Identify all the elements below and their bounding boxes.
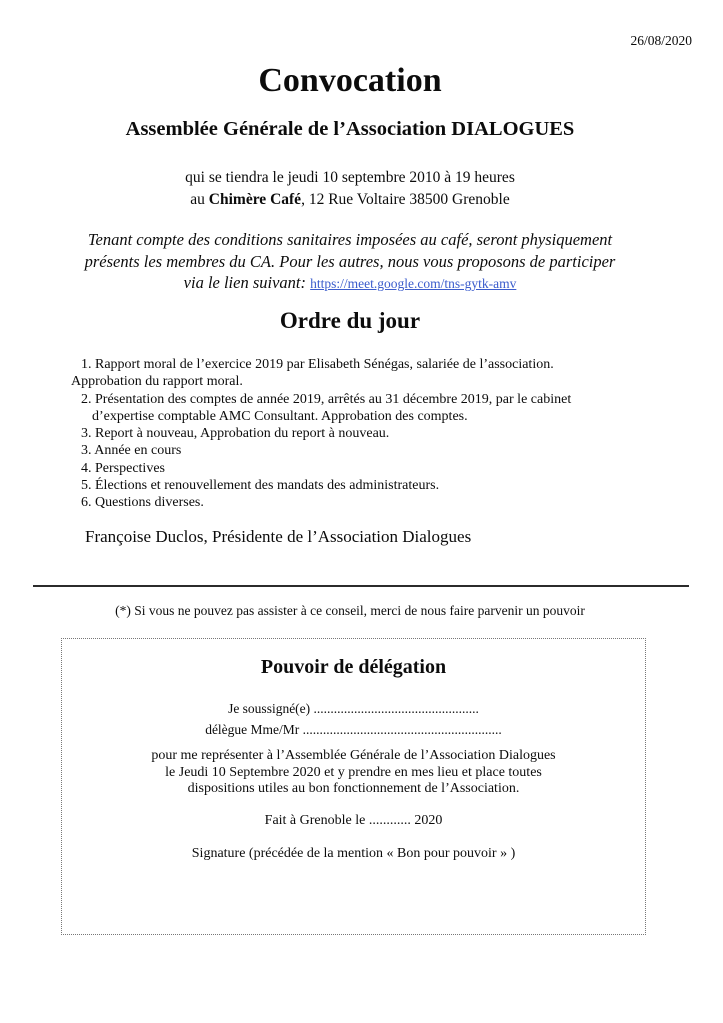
- notice-link-prefix: via le lien suivant:: [183, 273, 311, 292]
- agenda-line: 3. Année en cours: [81, 443, 182, 459]
- agenda-line: 1. Rapport moral de l’exercice 2019 par Elisabeth Sénégas, salariée de l’association.: [81, 357, 554, 372]
- notice-line-3: [0, 272, 700, 295]
- signatory-line: Françoise Duclos, Présidente de l’Association Dialogues: [85, 527, 472, 546]
- delegation-body-line-3: dispositions utiles au bon fonctionnement de l’Association.: [187, 781, 520, 796]
- delegation-body-line-2: le Jeudi 10 Septembre 2020 et y prendre en mes lieu et place toutes: [165, 764, 542, 780]
- agenda-line: 3. Report à nouveau, Approbation du report à nouveau.: [81, 426, 390, 442]
- agenda-line: 5. Élections et renouvellement des mandats des administrateurs.: [81, 478, 440, 494]
- where-prefix: au: [190, 190, 209, 208]
- agenda-line: 2. Présentation des comptes de année 2019, arrêtés au 31 décembre 2019, par le cabinet: [81, 391, 572, 407]
- agenda-list: [0, 356, 723, 512]
- doc-title: Convocation: [258, 62, 442, 99]
- fait-date-line: Fait à Grenoble le ............ 2020: [264, 813, 443, 828]
- sanitary-notice: [0, 229, 700, 295]
- where-venue: Chimère Café: [208, 190, 302, 208]
- delegation-title: Pouvoir de délégation: [260, 656, 447, 678]
- where-suffix: , 12 Rue Voltaire 38500 Grenoble: [301, 190, 510, 208]
- signature-instruction-line: Signature (précédée de la mention « Bon pour pouvoir » ): [191, 846, 516, 861]
- soussigne-blank-line: Je soussigné(e) .................................................: [228, 701, 479, 716]
- delegation-box: [61, 638, 646, 935]
- notice-line-2: présents les membres du CA. Pour les autres, nous vous proposons de participer: [84, 251, 616, 271]
- agenda-line: 4. Perspectives: [81, 460, 165, 476]
- delegue-blank-line: délègue Mme/Mr ...........................................................: [205, 722, 502, 737]
- agenda-title: Ordre du jour: [279, 308, 421, 333]
- notice-line-1: Tenant compte des conditions sanitaires imposées au café, seront physiquement: [87, 230, 613, 249]
- section-divider: [33, 585, 689, 587]
- meet-link[interactable]: https://meet.google.com/tns-gytk-amv: [310, 276, 517, 291]
- date-stamp: 26/08/2020: [630, 33, 692, 48]
- meeting-where-line: [0, 189, 700, 211]
- agenda-line: d’expertise comptable AMC Consultant. Approbation des comptes.: [92, 408, 468, 424]
- meeting-when-line: qui se tiendra le jeudi 10 septembre 2010 à 19 heures: [185, 169, 515, 186]
- meeting-details: [0, 167, 700, 210]
- delegation-body-line-1: pour me représenter à l’Assemblée Générale de l’Association Dialogues: [151, 748, 556, 763]
- proxy-footnote: (*) Si vous ne pouvez pas assister à ce conseil, merci de nous faire parvenir un pouvoir: [115, 603, 585, 618]
- agenda-line: 6. Questions diverses.: [81, 495, 204, 511]
- doc-subtitle: Assemblée Générale de l’Association DIALOGUES: [125, 118, 575, 140]
- delegation-body: [62, 748, 645, 798]
- agenda-line: Approbation du rapport moral.: [71, 374, 243, 390]
